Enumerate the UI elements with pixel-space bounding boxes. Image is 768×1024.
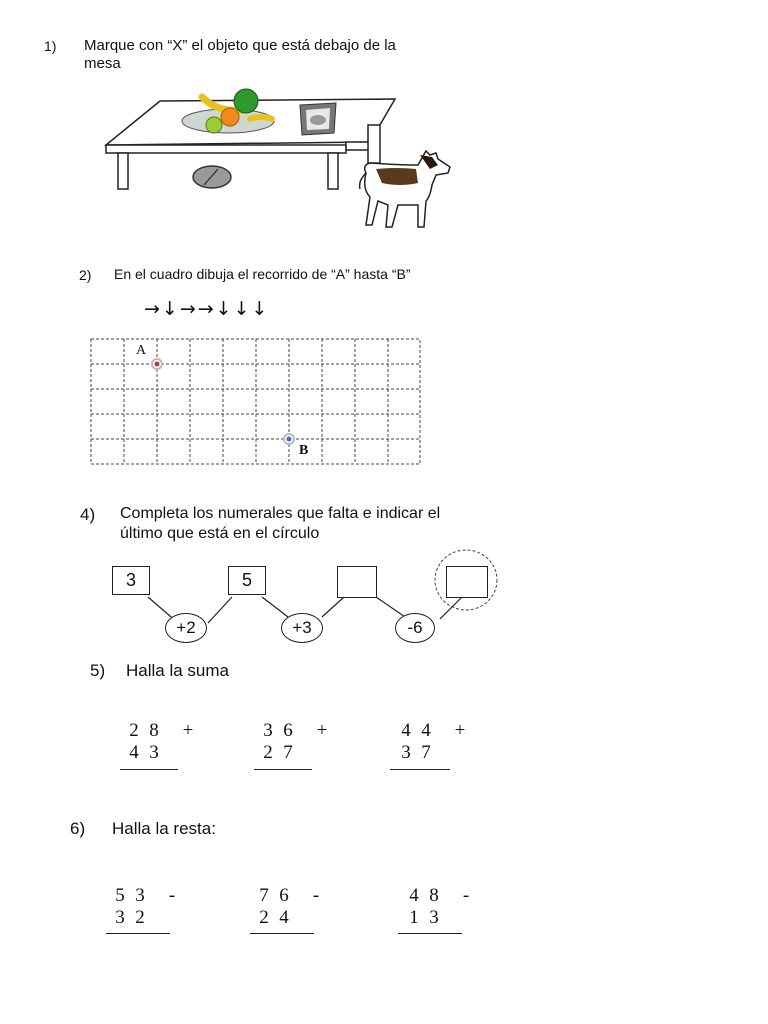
q6-problem-3: 4 8 - 1 3 — [404, 885, 476, 929]
q5-title: Halla la suma — [126, 661, 229, 680]
q1-text-line2: mesa — [84, 55, 121, 72]
q6-title: Halla la resta: — [112, 819, 216, 838]
ball-illustration — [193, 166, 231, 188]
q4-number: 4) — [80, 505, 96, 524]
plus-sign: + — [454, 720, 466, 741]
point-a-label: A — [136, 343, 147, 358]
q4-op-3: -6 — [395, 613, 435, 643]
q5-problem-2: 3 6 + 2 7 — [258, 720, 332, 764]
picture-frame-illustration — [300, 103, 336, 135]
minus-sign: - — [168, 885, 176, 906]
q4-box-3-blank[interactable] — [337, 566, 377, 598]
point-b-dot — [287, 437, 292, 442]
q6-answer-line-3[interactable] — [398, 933, 462, 934]
q6-number: 6) — [70, 819, 86, 838]
point-a-dot — [155, 362, 160, 367]
q4-box-2: 5 — [228, 566, 266, 595]
q5-answer-line-3[interactable] — [390, 769, 450, 770]
q1-number: 1) — [44, 38, 57, 54]
q5-problem-1: 2 8 + 4 3 — [124, 720, 198, 764]
q4-text-line1: Completa los numerales que falta e indicar el — [120, 505, 441, 522]
point-b-label: B — [299, 443, 309, 458]
q5-problem-3: 4 4 + 3 7 — [396, 720, 470, 764]
q1-illustration — [100, 85, 470, 245]
q6-problem-2: 7 6 - 2 4 — [254, 885, 326, 929]
q5-number: 5) — [90, 661, 106, 680]
q1-text-line1: Marque con “X” el objeto que está debajo de la — [84, 37, 396, 54]
minus-sign: - — [312, 885, 320, 906]
q2-text: En el cuadro dibuja el recorrido de “A” hasta “B” — [114, 266, 411, 282]
q6-answer-line-2[interactable] — [250, 933, 314, 934]
q6-answer-line-1[interactable] — [106, 933, 170, 934]
q4-text-line2: último que está en el círculo — [120, 525, 320, 542]
q4-op-1: +2 — [165, 613, 207, 643]
q4-box-4-blank[interactable] — [446, 566, 488, 598]
q5-answer-line-2[interactable] — [254, 769, 312, 770]
minus-sign: - — [462, 885, 470, 906]
q2-number: 2) — [79, 267, 92, 283]
q2-arrow-sequence: →↓→→↓↓↓ — [144, 298, 270, 320]
q6-problem-1: 5 3 - 3 2 — [110, 885, 182, 929]
q4-box-1: 3 — [112, 566, 150, 595]
plus-sign: + — [316, 720, 328, 741]
plus-sign: + — [182, 720, 194, 741]
q5-answer-line-1[interactable] — [120, 769, 178, 770]
q4-op-2: +3 — [281, 613, 323, 643]
